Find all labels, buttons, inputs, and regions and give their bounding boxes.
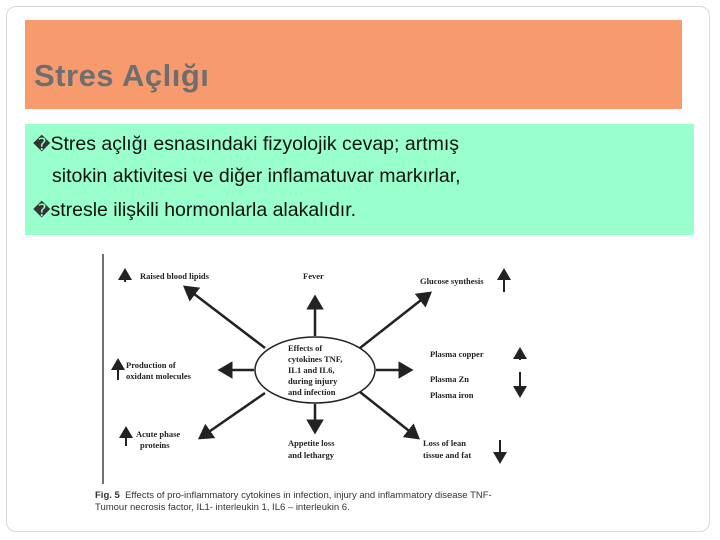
figure-caption — [95, 490, 492, 514]
label-loss-of-lean: Loss of lean — [423, 438, 466, 448]
label-plasma-zn: Plasma Zn — [430, 374, 469, 384]
label-glucose-synthesis: Glucose synthesis — [420, 276, 484, 286]
center-line-4: during injury — [288, 376, 338, 386]
arrow-up-right — [360, 293, 430, 348]
caption-line-2: Tumour necrosis factor, IL1- interleukin 1, IL6 – interleukin 6. — [95, 502, 350, 513]
label-oxidant-molecules: oxidant molecules — [126, 371, 191, 381]
caption-fig: Fig. 5 — [95, 490, 120, 501]
slide-title: Stres Açlığı — [34, 58, 210, 93]
bullet-line-2: sitokin aktivitesi ve diğer inflamatuvar markırlar, — [52, 165, 461, 187]
label-plasma-copper: Plasma copper — [430, 349, 484, 359]
center-line-2: cytokines TNF, — [288, 354, 343, 364]
center-line-1: Effects of — [288, 343, 323, 353]
bullet-text-1: Stres açlığı esnasındaki fizyolojik cevap; artmış — [50, 133, 460, 155]
arrow-down-right — [360, 392, 418, 438]
label-tissue-and-fat: tissue and fat — [423, 450, 472, 460]
center-line-3: IL1 and IL6, — [288, 365, 335, 375]
arrow-up-left — [185, 287, 265, 348]
label-plasma-iron: Plasma iron — [430, 390, 474, 400]
bullet-marker: � — [33, 135, 51, 155]
label-and-lethargy: and lethargy — [288, 450, 335, 460]
bullet-text-3: stresle ilişkili hormonlarla alakalıdır. — [50, 199, 357, 221]
label-raised-blood-lipids: Raised blood lipids — [140, 271, 209, 281]
bullet-marker: � — [33, 201, 51, 221]
caption-line-1: Effects of pro-inflammatory cytokines in infection, injury and inflammatory disease TNF- — [125, 490, 492, 501]
label-proteins: proteins — [140, 440, 170, 450]
label-fever: Fever — [303, 271, 324, 281]
label-appetite-loss: Appetite loss — [288, 438, 335, 448]
label-acute-phase: Acute phase — [136, 429, 181, 439]
center-line-5: and infection — [288, 387, 336, 397]
label-production-of: Production of — [126, 360, 176, 370]
arrow-down-left — [200, 393, 265, 438]
